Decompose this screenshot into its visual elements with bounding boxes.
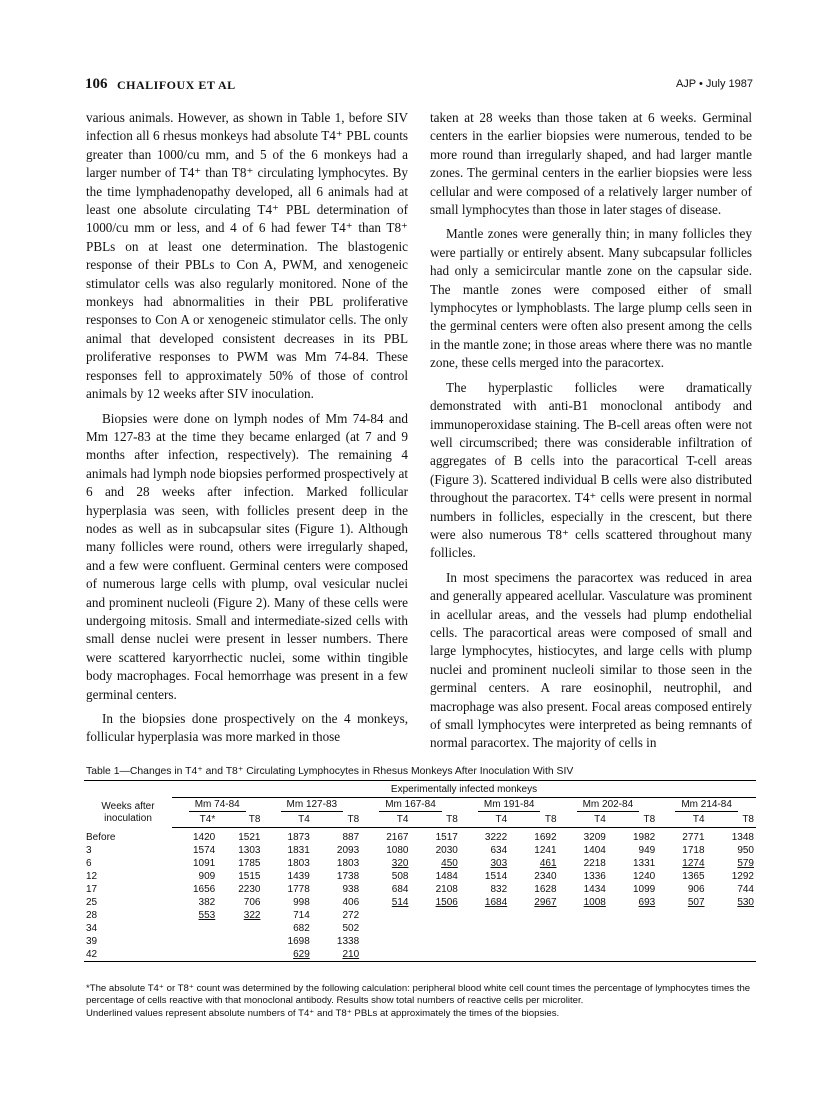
table-cell — [707, 948, 756, 962]
table-cell — [217, 948, 262, 962]
table-cell — [559, 948, 608, 962]
table-cell: 1684 — [484, 897, 508, 908]
table-cell: 1506 — [435, 897, 458, 908]
table-cell: 406 — [342, 897, 360, 908]
paragraph: The hyperplastic follicles were dramatically demonstrated with anti-B1 monoclonal antibody and immunoperoxidase staining. The B-cell areas often were not well circumscribed; there was considerable infiltration of aggregates of B cells into the paracortical T-cell areas (Figure 3). Scattered individual B cells were also distributed throughout the paracortex. T4⁺ cells were present in normal numbers in follicles, especially in the crescent, but there were also numerous T8⁺ cells scattered throughout many follicles. — [430, 379, 752, 561]
table-row — [84, 935, 756, 948]
table-cell — [460, 935, 509, 948]
right-column — [430, 109, 752, 759]
table-cell: 909 — [198, 871, 216, 882]
table-cell: 2340 — [534, 871, 557, 882]
table-cell: 210 — [312, 948, 361, 962]
table-cell: 1241 — [534, 845, 557, 856]
paragraph: In most specimens the paracortex was reduced in area and generally appeared acellular. Vasculature was prominent in acellular areas, and the vessels had plump endothelial cells. The paracortical areas were composed of small and large lymphocytes, histiocytes, and large cells with plump nuclei and prominent nucleoli similar to those seen in the germinal centers. A rare eosinophil, neutrophil, and macrophage was also present. Focal areas composed entirely of small lymphocytes were interpreted as being remnants of normal paracortex. The majority of cells in — [430, 569, 752, 751]
row-label: 6 — [86, 858, 92, 869]
table-cell — [657, 935, 706, 948]
table-cell: 887 — [342, 832, 360, 843]
left-column — [86, 109, 408, 753]
table-cell — [657, 922, 706, 935]
table-cell: 682 — [293, 923, 310, 934]
monkey-header: Mm 191-84 — [478, 798, 541, 812]
row-label: 34 — [86, 923, 98, 934]
table-cell: 1080 — [386, 845, 409, 856]
group-header: Experimentally infected monkeys — [172, 781, 756, 798]
column-subhead: T4 — [657, 812, 706, 828]
table-cell: 938 — [342, 884, 360, 895]
table-cell: 1628 — [534, 884, 557, 895]
table-cell: 1982 — [632, 832, 656, 843]
table-cell: 1331 — [632, 858, 656, 869]
table-cell: 508 — [391, 871, 409, 882]
table-cell: 2093 — [336, 845, 360, 856]
table-cell: 714 — [293, 910, 310, 921]
table-cell — [657, 909, 706, 922]
table-cell: 1292 — [731, 871, 754, 882]
column-subhead: T8 — [509, 812, 558, 828]
column-subhead: T4 — [559, 812, 608, 828]
page-header — [85, 76, 753, 96]
table-cell — [172, 948, 217, 962]
table-cell — [410, 922, 459, 935]
table-cell — [509, 909, 558, 922]
table-cell — [608, 922, 657, 935]
table-row — [84, 844, 756, 857]
row-label: 28 — [86, 910, 98, 921]
column-subhead: T8 — [707, 812, 756, 828]
table-cell: 629 — [262, 948, 311, 962]
table-cell: 1338 — [336, 936, 360, 947]
monkey-header: Mm 167-84 — [379, 798, 442, 812]
table-cell: 1515 — [238, 871, 261, 882]
table-cell: 553 — [198, 910, 216, 921]
table-cell — [509, 922, 558, 935]
table-cell: 1404 — [583, 845, 606, 856]
table-cell: 1698 — [287, 936, 310, 947]
table-row — [84, 896, 756, 909]
row-header: Weeks after inoculation — [101, 800, 155, 824]
table-cell: 949 — [638, 845, 656, 856]
table-cell: 2167 — [386, 832, 409, 843]
table-cell — [657, 948, 706, 962]
table-cell: 906 — [687, 884, 705, 895]
page-number: 106 — [85, 76, 108, 92]
paragraph: Mantle zones were generally thin; in many follicles they were partially or entirely absent. Many subcapsular follicles had only a semicircular mantle zone on the capsular side. The mantle zones were composed either of small lymphocytes or lymphoblasts. The large plump cells seen in the germinal centers were often also present among the cells in the mantle zone; in those areas where there was no mantle zone, these cells merged into the paracortex. — [430, 226, 752, 371]
table-cell: 832 — [490, 884, 508, 895]
row-label: 42 — [84, 948, 172, 962]
table-cell: 272 — [342, 910, 360, 921]
table-cell: 450 — [441, 858, 458, 869]
table-cell: 320 — [391, 858, 409, 869]
lymphocyte-table — [84, 780, 756, 962]
table-footnote: Underlined values represent absolute numbers of T4⁺ and T8⁺ PBLs at approximately the times of the biopsies. — [86, 1008, 560, 1019]
column-subhead: T4 — [361, 812, 410, 828]
table-row — [84, 828, 756, 845]
table-cell: 634 — [490, 845, 508, 856]
table-cell — [217, 922, 262, 935]
table-cell — [460, 922, 509, 935]
table-footnote: *The absolute T4⁺ or T8⁺ count was determined by the following calculation: peripheral blood white cell count times the percentage of lymphocytes times the percentage of cells reactive with that monoclonal antibody. Results show total numbers of reactive cells per microliter. — [86, 983, 751, 1006]
table-row — [84, 870, 756, 883]
table-cell: 1517 — [435, 832, 458, 843]
table-cell: 3222 — [484, 832, 508, 843]
table-row — [84, 883, 756, 896]
paragraph: In the biopsies done prospectively on the 4 monkeys, follicular hyperplasia was more marked in those — [86, 711, 408, 745]
row-label: 12 — [86, 871, 98, 882]
table-cell: 1091 — [192, 858, 216, 869]
table-cell — [559, 909, 608, 922]
table-cell: 1778 — [287, 884, 310, 895]
table-row — [84, 948, 756, 962]
column-subhead: T8 — [608, 812, 657, 828]
table-cell — [361, 935, 410, 948]
table-cell: 1831 — [287, 845, 310, 856]
table-cell: 507 — [687, 897, 705, 908]
table-cell: 382 — [198, 897, 216, 908]
paragraph: Biopsies were done on lymph nodes of Mm 74-84 and Mm 127-83 at the time they became enlarged (at 7 and 9 months after infection, respectively). The remaining 4 animals had lymph node biopsies performed prospectively at 6 and 28 weeks after infection. Marked follicular hyperplasia was seen, with follicles present deep in the nodes as well as in subcapsular sites (Figure 1). Although many follicles were round, others were irregularly shaped, and a few were confluent. Germinal centers were composed of numerous large cells with plump, oval vesicular nuclei and prominent nucleoli (Figure 2). Many of these cells were undergoing mitosis. Small and intermediate-sized cells with small dense nuclei were present in lesser numbers. There were scattered karyorrhectic nuclei, some within tingible body macrophages. Focal hemorrhage was present in a few germinal centers. — [86, 410, 408, 702]
table-cell — [608, 909, 657, 922]
table-cell — [361, 948, 410, 962]
table-cell: 579 — [737, 858, 754, 869]
table-cell: 1738 — [336, 871, 360, 882]
table-cell: 1303 — [238, 845, 261, 856]
table-cell: 1008 — [583, 897, 606, 908]
table-cell: 3209 — [583, 832, 606, 843]
table-row — [84, 857, 756, 870]
table-cell — [559, 922, 608, 935]
table-cell: 1873 — [287, 832, 310, 843]
row-label: Before — [86, 831, 116, 843]
table-cell — [608, 935, 657, 948]
table-cell — [361, 909, 410, 922]
table-cell — [460, 909, 509, 922]
table-cell: 530 — [737, 897, 754, 908]
table-cell: 998 — [293, 897, 310, 908]
table-cell — [460, 948, 509, 962]
table-cell: 1336 — [583, 871, 606, 882]
table-cell: 950 — [737, 845, 754, 856]
paragraph: taken at 28 weeks than those taken at 6 weeks. Germinal centers in the earlier biopsies were numerous, tended to be more round than irregularly shaped, and had larger mantle zones. The germinal centers in the earlier biopsies were less cellular and were composed of a relatively larger number of small lymphocytes than those in later stages of disease. — [430, 110, 752, 218]
row-label: 25 — [86, 897, 98, 908]
table-cell — [217, 935, 262, 948]
column-subhead: T4* — [172, 812, 217, 828]
table-cell — [608, 948, 657, 962]
table-cell: 2771 — [682, 832, 705, 843]
row-label: 39 — [86, 936, 98, 947]
table-cell — [707, 935, 756, 948]
column-subhead: T4 — [262, 812, 311, 828]
table-cell — [509, 935, 558, 948]
paragraph: various animals. However, as shown in Table 1, before SIV infection all 6 rhesus monkeys had absolute T4⁺ PBL counts greater than 1000/cu mm, and 5 of the 6 monkeys had a larger number of T4⁺ than T8⁺ circulating lymphocytes. By the time lymphadenopathy developed, all 6 animals had at least one absolute circulating T4⁺ PBL determination of 1000/cu mm or less, and 4 of 6 had fewer T4⁺ than T8⁺ PBLs on at least one determination. The blastogenic response of their PBLs to Con A, PWM, and xenogeneic stimulator cells was also regularly monitored. None of the monkeys had abnormalities in their PBL proliferative responses to Con A or xenogeneic stimulator cells. The only animal that developed consistent decreases in its PBL proliferative responses to PWM was Mm 74-84. These responses fell to approximately 50% of those of control animals by 12 weeks after SIV inoculation. — [86, 110, 408, 402]
table-cell: 1484 — [435, 871, 458, 882]
row-label: 3 — [86, 845, 92, 856]
table-cell: 1434 — [583, 884, 606, 895]
table-cell — [410, 948, 459, 962]
table-cell: 1521 — [238, 832, 261, 843]
table-cell — [707, 909, 756, 922]
table-cell: 684 — [391, 884, 409, 895]
column-subhead: T8 — [312, 812, 361, 828]
table-cell: 1274 — [682, 858, 705, 869]
column-subhead: T8 — [217, 812, 262, 828]
table-cell: 1240 — [632, 871, 656, 882]
table-row — [84, 909, 756, 922]
table-cell: 2218 — [583, 858, 606, 869]
table-cell: 1439 — [287, 871, 310, 882]
table-cell: 502 — [342, 923, 360, 934]
table-cell — [172, 922, 217, 935]
table-cell — [509, 948, 558, 962]
table-caption: Table 1—Changes in T4⁺ and T8⁺ Circulating Lymphocytes in Rhesus Monkeys After Inoculation With SIV — [86, 766, 574, 777]
table-cell: 1574 — [192, 845, 216, 856]
running-head: CHALIFOUX ET AL — [117, 78, 236, 92]
table-cell — [559, 935, 608, 948]
table-cell — [361, 922, 410, 935]
table-cell: 1803 — [336, 858, 360, 869]
table-cell: 1348 — [731, 832, 754, 843]
journal-header: AJP • July 1987 — [675, 78, 753, 90]
table-cell: 1785 — [238, 858, 261, 869]
table-cell: 706 — [243, 897, 261, 908]
table-cell: 1718 — [682, 845, 705, 856]
table-cell: 693 — [638, 897, 656, 908]
table-cell: 2108 — [435, 884, 458, 895]
table-cell — [707, 922, 756, 935]
table-cell — [410, 909, 459, 922]
table-cell: 514 — [391, 897, 409, 908]
row-label: 17 — [86, 884, 98, 895]
table-cell — [410, 935, 459, 948]
monkey-header: Mm 214-84 — [675, 798, 738, 812]
table-cell: 1803 — [287, 858, 310, 869]
table-cell: 1420 — [192, 832, 216, 843]
table-cell: 2030 — [435, 845, 458, 856]
table-cell: 1365 — [682, 871, 705, 882]
table-cell: 1099 — [632, 884, 656, 895]
table-cell: 461 — [539, 858, 557, 869]
table-cell: 303 — [490, 858, 508, 869]
table-cell: 1514 — [484, 871, 508, 882]
monkey-header: Mm 74-84 — [189, 798, 246, 812]
column-subhead: T4 — [460, 812, 509, 828]
monkey-header: Mm 127-83 — [281, 798, 344, 812]
table-cell: 1692 — [534, 832, 557, 843]
table-cell: 1656 — [192, 884, 216, 895]
table-cell: 2230 — [238, 884, 261, 895]
table-cell: 744 — [737, 884, 754, 895]
column-subhead: T8 — [410, 812, 459, 828]
table-cell: 322 — [243, 910, 261, 921]
table-cell: 2967 — [534, 897, 557, 908]
table-cell — [172, 935, 217, 948]
table-row — [84, 922, 756, 935]
monkey-header: Mm 202-84 — [577, 798, 640, 812]
